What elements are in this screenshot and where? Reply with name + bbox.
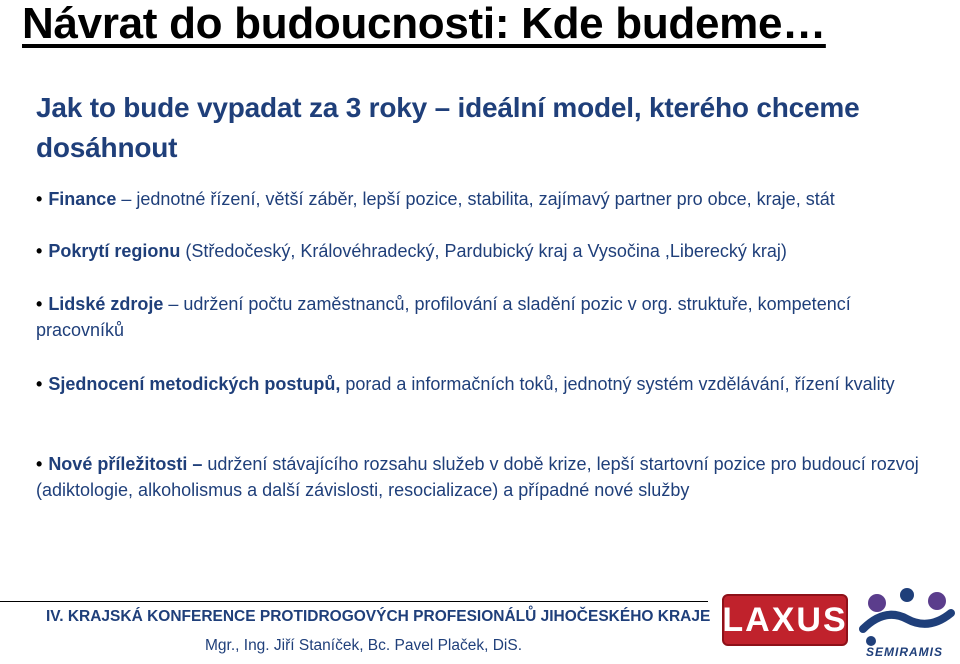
bullet-region-coverage [36,238,931,264]
laxus-logo [722,594,848,646]
bullet-dot: • [36,241,43,261]
bullet-dot: • [36,294,43,314]
bullet-lead: Pokrytí regionu [48,241,181,261]
semiramis-dot-3 [928,592,946,610]
semiramis-logo-text: SEMIRAMIS [866,645,944,659]
bullet-lead: Nové příležitosti – [48,454,203,474]
bullet-new-opportunities [36,451,931,503]
footer-divider [0,601,708,602]
bullet-dot: • [36,454,43,474]
bullet-human-resources [36,291,931,343]
slide-subtitle: Jak to bude vypadat za 3 roky – ideální model, kterého chceme dosáhnout [36,92,860,163]
semiramis-dot-1 [868,594,886,612]
bullet-lead: Finance [48,189,117,209]
bullet-lead: Lidské zdroje [48,294,164,314]
bullet-text: – udržení počtu zaměstnanců, profilování a sladění pozic v org. struktuře, kompetencí pracovníků [36,294,851,340]
bullet-text: (Středočeský, Královéhradecký, Pardubický kraj a Vysočina ,Liberecký kraj) [180,241,787,261]
footer-authors: Mgr., Ing. Jiří Staníček, Bc. Pavel Plaček, DiS. [205,637,523,654]
bullet-text: porad a informačních toků, jednotný systém vzdělávání, řízení kvality [340,374,895,394]
bullet-dot: • [36,374,43,394]
bullet-text: udržení stávajícího rozsahu služeb v době krize, lepší startovní pozice pro budoucí rozvoj (adiktologie, alkoholismus a další závislosti, resocializace) a případné nové služby [36,454,919,500]
bullet-text: – jednotné řízení, větší záběr, lepší pozice, stabilita, zajímavý partner pro obce, kraje, stát [116,189,835,209]
slide-title: Návrat do budoucnosti: Kde budeme… [22,0,826,48]
bullet-dot: • [36,189,43,209]
footer-conference: IV. KRAJSKÁ KONFERENCE PROTIDROGOVÝCH PROFESIONÁLŮ JIHOČESKÉHO KRAJE [46,608,711,625]
laxus-logo-text: LAXUS [722,600,848,639]
semiramis-swoosh [863,613,951,629]
bullet-finance [36,186,931,212]
bullet-methodology [36,371,931,397]
semiramis-dot-2 [900,588,914,602]
bullet-lead: Sjednocení metodických postupů, [48,374,341,394]
